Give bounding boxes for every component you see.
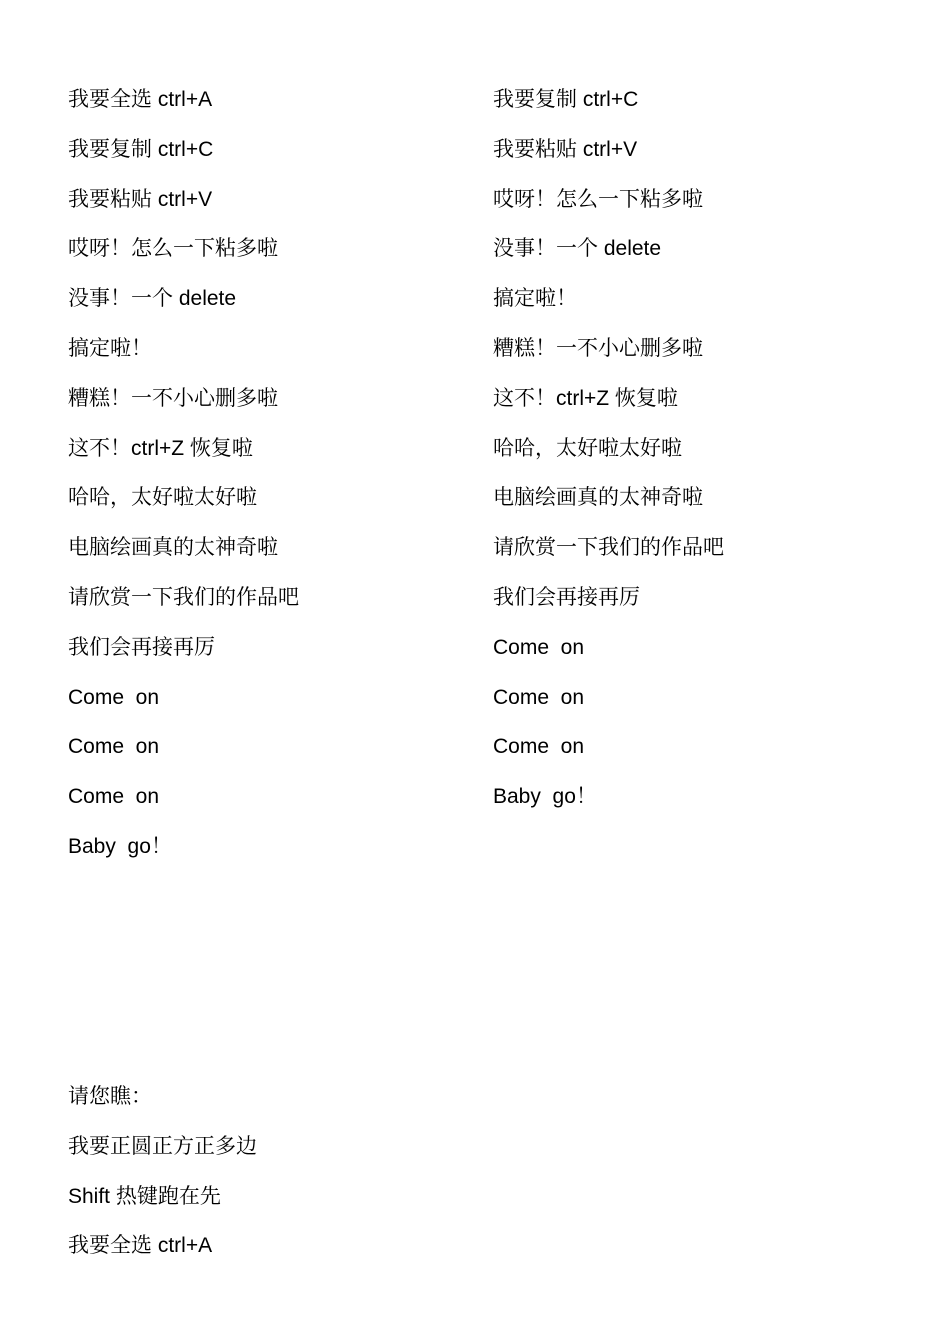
lyric-line: 糟糕！一不小心删多啦 bbox=[493, 336, 703, 360]
lyric-line: 我们会再接再厉 bbox=[493, 585, 640, 609]
lyric-line: 请欣赏一下我们的作品吧 bbox=[493, 536, 724, 560]
lyric-line: 我要全选 ctrl+A bbox=[68, 88, 213, 111]
lyric-line: 我要复制 ctrl+C bbox=[493, 88, 639, 111]
lyric-line: 这不！ctrl+Z 恢复啦 bbox=[68, 436, 253, 460]
lyric-line: 糟糕！一不小心删多啦 bbox=[68, 386, 278, 410]
lyric-line: Come on bbox=[493, 635, 585, 659]
lyric-line: 请您瞧： bbox=[68, 1085, 152, 1108]
lyric-line: 哎呀！怎么一下粘多啦 bbox=[493, 187, 703, 211]
lyric-line: 我要正圆正方正多边 bbox=[68, 1134, 257, 1158]
lyric-line: 没事！一个 delete bbox=[493, 237, 662, 261]
left-lyrics-column bbox=[68, 84, 468, 881]
right-lyrics-column bbox=[493, 84, 913, 831]
lyric-line: 我要全选 ctrl+A bbox=[68, 1234, 213, 1258]
lyric-line: 电脑绘画真的太神奇啦 bbox=[68, 536, 278, 560]
lyric-line: Baby go！ bbox=[493, 785, 597, 809]
lyric-line: Come on bbox=[68, 785, 160, 809]
lyric-line: Baby go！ bbox=[68, 834, 172, 858]
lyric-line: 搞定啦！ bbox=[493, 287, 577, 311]
lyric-line: 哈哈，太好啦太好啦 bbox=[68, 486, 257, 510]
lyric-line: 电脑绘画真的太神奇啦 bbox=[493, 486, 703, 510]
lyric-line: 我要复制 ctrl+C bbox=[68, 137, 214, 161]
lyric-line: 哈哈，太好啦太好啦 bbox=[493, 436, 682, 460]
lyric-line: 没事！一个 delete bbox=[68, 287, 237, 311]
lyric-line: 我要粘贴 ctrl+V bbox=[493, 137, 638, 161]
lyric-line: Come on bbox=[493, 735, 585, 759]
lyric-line: 我要粘贴 ctrl+V bbox=[68, 187, 213, 211]
lyric-line: 我们会再接再厉 bbox=[68, 635, 215, 659]
lyric-line: 搞定啦！ bbox=[68, 336, 152, 360]
lyric-line: 这不！ctrl+Z 恢复啦 bbox=[493, 386, 678, 410]
lyric-line: 哎呀！怎么一下粘多啦 bbox=[68, 237, 278, 261]
lyric-line: Shift 热键跑在先 bbox=[68, 1184, 221, 1208]
lyric-line: Come on bbox=[493, 685, 585, 709]
bottom-lyrics-section bbox=[68, 1081, 668, 1280]
lyric-line: Come on bbox=[68, 735, 160, 759]
lyric-line: Come on bbox=[68, 685, 160, 709]
lyric-line: 请欣赏一下我们的作品吧 bbox=[68, 585, 299, 609]
